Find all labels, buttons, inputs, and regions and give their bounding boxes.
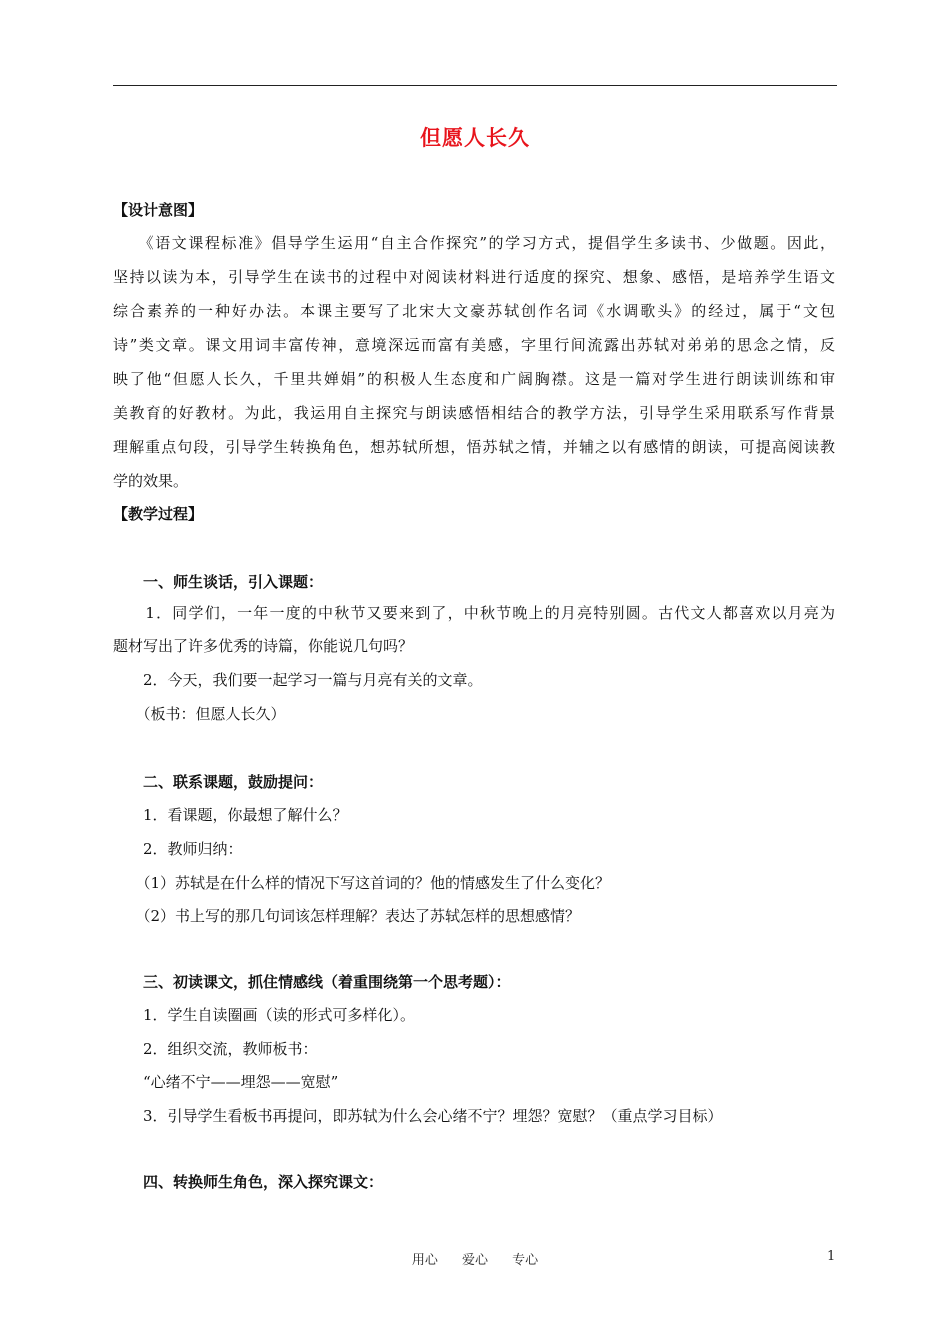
paragraph-line: 1．学生自读圈画（读的形式可多样化）。 xyxy=(113,1006,416,1024)
paragraph-line: 《语文课程标准》倡导学生运用“自主合作探究”的学习方式，提倡学生多读书、少做题。因此， xyxy=(113,234,835,252)
paragraph-line: 坚持以读为本，引导学生在读书的过程中对阅读材料进行适度的探究、想象、感悟，是培养学生语文 xyxy=(113,268,835,286)
paragraph-line: 综合素养的一种好办法。本课主要写了北宋大文豪苏轼创作名词《水调歌头》的经过，属于“文包 xyxy=(113,302,835,320)
heading-teaching-process: 【教学过程】 xyxy=(113,505,204,523)
paragraph-line: （2）书上写的那几句词该怎样理解？表达了苏轼怎样的思想感情？ xyxy=(113,907,581,925)
paragraph-line: 2．教师归纳： xyxy=(113,840,243,858)
section-heading-1: 一、师生谈话，引入课题： xyxy=(113,573,324,591)
paragraph-line: 1．同学们，一年一度的中秋节又要来到了，中秋节晚上的月亮特别圆。古代文人都喜欢以月亮为 xyxy=(113,604,835,622)
paragraph-line: 1．看课题，你最想了解什么？ xyxy=(113,806,348,824)
paragraph-line: （1）苏轼是在什么样的情况下写这首词的？他的情感发生了什么变化？ xyxy=(113,874,611,892)
paragraph-line: 映了他“但愿人长久，千里共婵娟”的积极人生态度和广阔胸襟。这是一篇对学生进行朗读训练和审 xyxy=(113,370,835,388)
footer-item: 用心 xyxy=(411,1253,438,1268)
paragraph-line: 2．组织交流，教师板书： xyxy=(113,1040,318,1058)
page-number: 1 xyxy=(827,1249,836,1264)
paragraph-line: 美教育的好教材。为此，我运用自主探究与朗读感悟相结合的教学方法，引导学生采用联系写作背景 xyxy=(113,404,835,422)
page-title: 但愿人长久 xyxy=(420,126,530,150)
paragraph-line: 诗”类文章。课文用词丰富传神，意境深远而富有美感，字里行间流露出苏轼对弟弟的思念之情，反 xyxy=(113,336,835,354)
section-heading-3: 三、初读课文，抓住情感线（着重围绕第一个思考题）： xyxy=(113,973,511,991)
footer-item: 爱心 xyxy=(461,1253,488,1268)
paragraph-line: 理解重点句段，引导学生转换角色，想苏轼所想，悟苏轼之情，并辅之以有感情的朗读，可提高阅读教 xyxy=(113,438,835,456)
section-heading-4: 四、转换师生角色，深入探究课文： xyxy=(113,1173,384,1191)
paragraph-line: “心绪不宁——埋怨——宽慰” xyxy=(113,1073,339,1091)
footer-item: 专心 xyxy=(512,1253,539,1268)
header-rule xyxy=(113,85,837,86)
paragraph-line: 2．今天，我们要一起学习一篇与月亮有关的文章。 xyxy=(113,671,483,689)
paragraph-line: （板书：但愿人长久） xyxy=(113,705,286,723)
paragraph-line: 学的效果。 xyxy=(113,472,189,490)
heading-design-intent: 【设计意图】 xyxy=(113,201,204,219)
section-heading-2: 二、联系课题，鼓励提问： xyxy=(113,773,324,791)
paragraph-line: 题材写出了许多优秀的诗篇，你能说几句吗？ xyxy=(113,637,414,655)
page-footer xyxy=(0,1249,950,1268)
paragraph-line: 3．引导学生看板书再提问，即苏轼为什么会心绪不宁？埋怨？宽慰？（重点学习目标） xyxy=(113,1107,723,1125)
